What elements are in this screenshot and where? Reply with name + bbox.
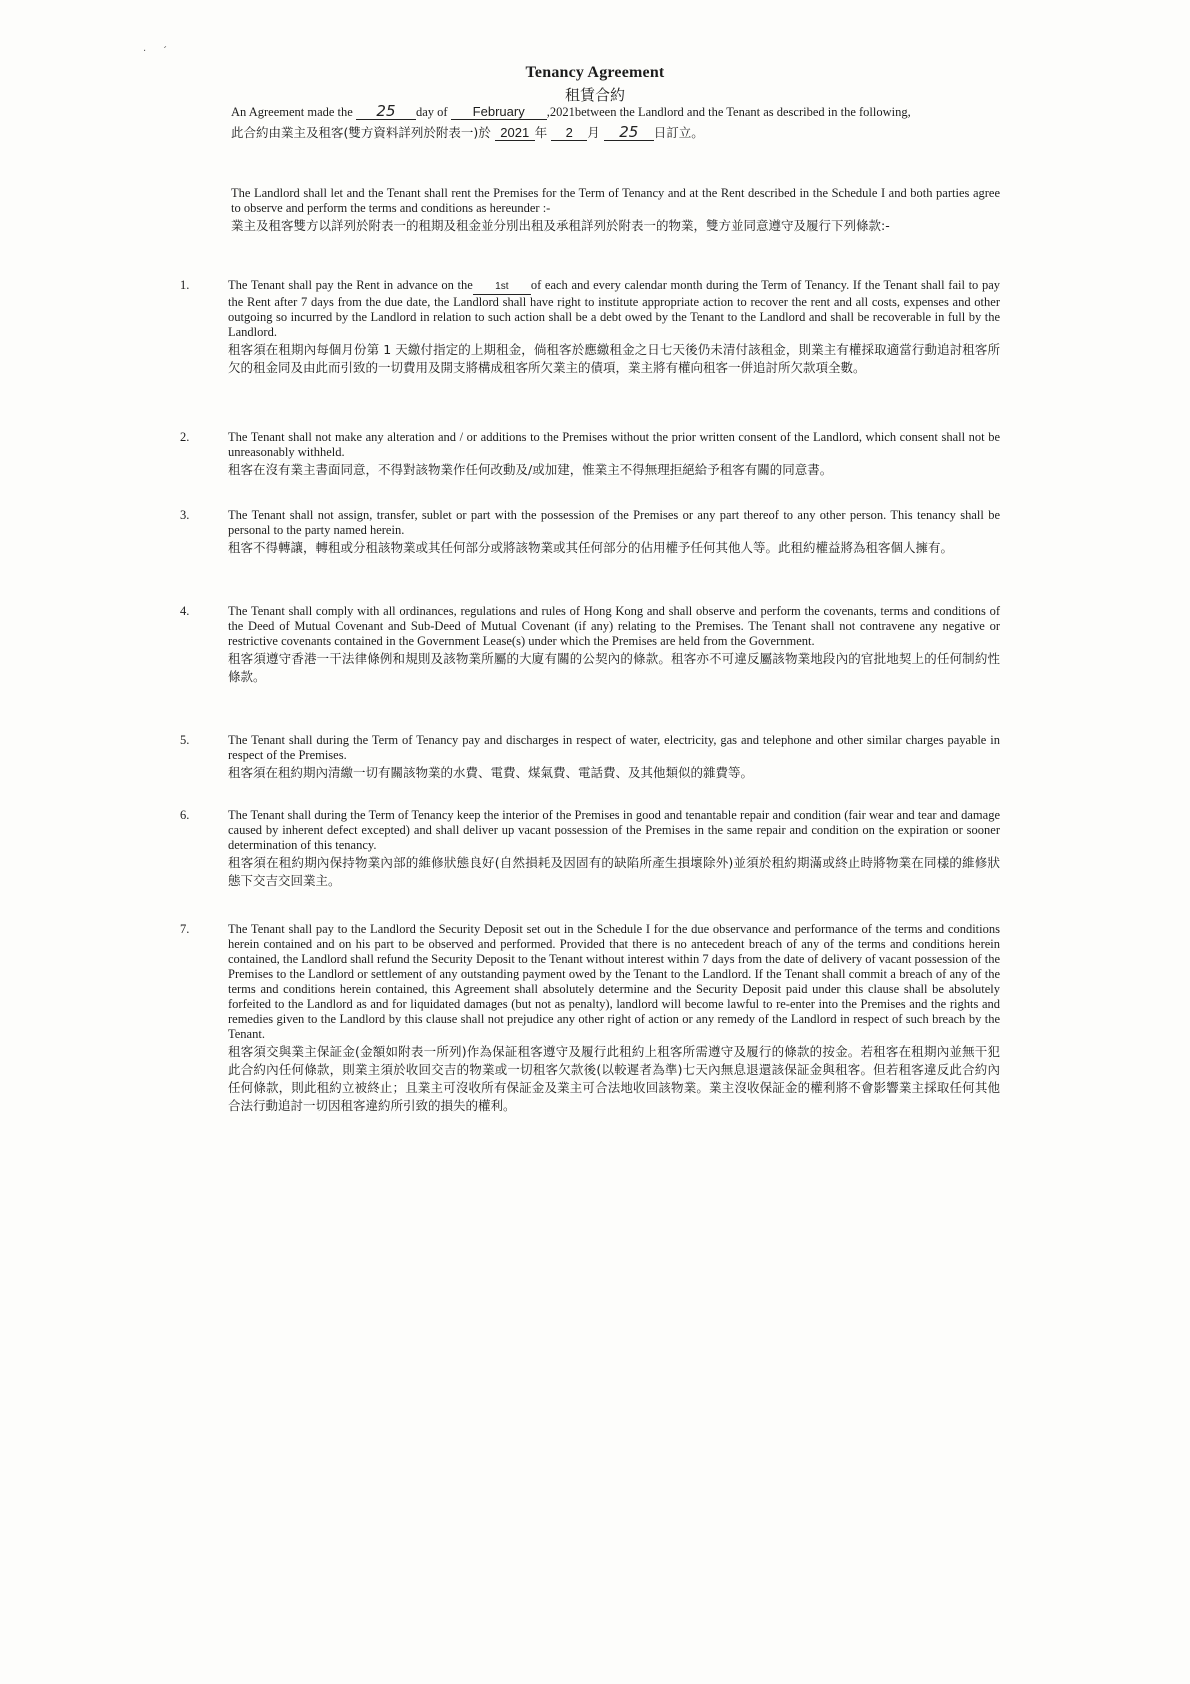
clause-1 xyxy=(180,278,1000,377)
zh-year-field xyxy=(495,126,535,141)
document-title-zh: 租賃合約 xyxy=(564,86,625,104)
preamble-en: The Landlord shall let and the Tenant shall rent the Premises for the Term of Tenancy and at the Rent described in the Schedule I and both parties agree to observe and perform the terms and conditions as hereunder :- xyxy=(231,186,1000,215)
clause-5-zh: 租客須在租約期內清繳一切有關該物業的水費、電費、煤氣費、電話費、及其他類似的雜費等。 xyxy=(228,765,754,780)
clause-2-en: The Tenant shall not make any alteration and / or additions to the Premises without the prior written consent of the Landlord, which consent shall not be unreasonably withheld. xyxy=(228,430,1000,459)
clause-4 xyxy=(180,604,1000,686)
preamble xyxy=(231,186,1000,235)
clause-2 xyxy=(180,430,1000,479)
intro-zh xyxy=(231,124,1000,142)
clause-3-body xyxy=(228,508,1000,557)
clause-3-number: 3. xyxy=(180,508,190,522)
clause-1-en-b: of each and every calendar month during the Term of Tenancy. If the Tenant shall fail to pay the Rent after 7 days from the due date, the Landlord shall have right to institute appropriate action to recover the rent and all costs, expenses and other outgoing so incurred by the Landlord in relation to such action shall be a debt owed by the Tenant to the Landlord and shall be recoverable in full by the Landlord. xyxy=(228,278,1000,339)
month-field xyxy=(451,105,547,120)
day-value: 25 xyxy=(376,102,396,120)
intro-text-1: An Agreement made the xyxy=(231,105,353,119)
intro-zh-text-1: 此合約由業主及租客(雙方資料詳列於附表一)於 xyxy=(231,125,491,140)
intro-zh-text-4: 日訂立。 xyxy=(653,125,704,140)
intro-zh-text-2: 年 xyxy=(534,125,548,140)
clause-4-en: The Tenant shall comply with all ordinances, regulations and rules of Hong Kong and shall observe and perform the covenants, terms and conditions of the Deed of Mutual Covenant and Sub-Deed of Mutual Covenant (if any) relating to the Premises. The Tenant shall not contravene any negative or restrictive covenants contained in the Government Lease(s) under which the Premises are held from the Government. xyxy=(228,604,1000,648)
clause-5-en: The Tenant shall during the Term of Tenancy pay and discharges in respect of water, electricity, gas and telephone and other similar charges payable in respect of the Premises. xyxy=(228,733,1000,762)
clause-5-number: 5. xyxy=(180,733,190,747)
clause-4-body xyxy=(228,604,1000,686)
zh-month-field xyxy=(551,126,587,141)
clause-5-body xyxy=(228,733,1000,782)
clause-2-zh: 租客在沒有業主書面同意，不得對該物業作任何改動及/或加建，惟業主不得無理拒絕給予租客有關的同意書。 xyxy=(228,462,833,477)
clause-5 xyxy=(180,733,1000,782)
clause-2-body xyxy=(228,430,1000,479)
intro-text-3: ,2021between the Landlord and the Tenant as described in the following, xyxy=(546,105,911,119)
clause-7-en: The Tenant shall pay to the Landlord the Security Deposit set out in the Schedule I for the due observance and performance of the terms and conditions herein contained and on his part to be observed and performed. Provided that there is no antecedent breach of any of the terms and conditions herein contained, the Landlord shall refund the Security Deposit to the Tenant without interest within 7 days from the date of delivery of vacant possession of the Premises to the Landlord or settlement of any outstanding payment owed by the Tenant to the Landlord. If the Tenant shall commit a breach of any of the terms and conditions herein contained, this Agreement shall absolutely determine and the Security Deposit paid under this clause shall be absolutely forfeited to the Landlord as and for liquidated damages (but not as penalty), landlord will become lawful to re-enter into the Premises and the rights and remedies given to the Landlord by this clause shall not prejudice any other right of action or any remedy of the Landlord in respect of such breach by the Tenant. xyxy=(228,922,1000,1041)
zh-year-value: 2021 xyxy=(500,125,530,140)
clause-1-en-a: The Tenant shall pay the Rent in advance on the xyxy=(228,278,473,292)
intro-paragraph xyxy=(231,104,1000,142)
scan-mark: · ´ xyxy=(143,46,168,57)
clause-7-number: 7. xyxy=(180,922,190,936)
zh-month-value: 2 xyxy=(565,125,573,140)
clause-2-number: 2. xyxy=(180,430,190,444)
zh-day-value: 25 xyxy=(619,123,639,141)
clause-1-number: 1. xyxy=(180,278,190,292)
clause-6-number: 6. xyxy=(180,808,190,822)
clause-6-zh: 租客須在租約期內保持物業內部的維修狀態良好(自然損耗及因固有的缺陷所產生損壞除外)並須於租約期滿或終止時將物業在同樣的維修狀態下交吉交回業主。 xyxy=(228,855,1000,888)
clause-6-en: The Tenant shall during the Term of Tenancy keep the interior of the Premises in good and tenantable repair and condition (fair wear and tear and damage caused by inherent defect excepted) and shall deliver up vacant possession of the Premises in the same repair and condition on the expiration or sooner determination of this tenancy. xyxy=(228,808,1000,852)
rent-day-value: 1st xyxy=(495,281,509,292)
intro-text-2: day of xyxy=(415,105,448,119)
day-field xyxy=(356,104,416,120)
clause-3-zh: 租客不得轉讓，轉租或分租該物業或其任何部分或將該物業或其任何部分的佔用權予任何其他人等。此租約權益將為租客個人擁有。 xyxy=(228,540,954,555)
clause-6 xyxy=(180,808,1000,890)
preamble-zh: 業主及租客雙方以詳列於附表一的租期及租金並分別出租及承租詳列於附表一的物業，雙方並同意遵守及履行下列條款:- xyxy=(231,218,890,233)
clause-3 xyxy=(180,508,1000,557)
clause-1-en xyxy=(228,278,1000,340)
intro-zh-text-3: 月 xyxy=(587,125,600,140)
clause-7-zh: 租客須交與業主保証金(金額如附表一所列)作為保証租客遵守及履行此租約上租客所需遵守及履行的條款的按金。若租客在租期內並無干犯此合約內任何條款，則業主須於收回交吉的物業或一切租客欠款後(以較遲者為準)七天內無息退還該保証金與租客。但若租客違反此合約內任何條款，則此租約立被終止；且業主可沒收所有保証金及業主可合法地收回該物業。業主沒收保証金的權利將不會影響業主採取任何其他合法行動追討一切因租客違約所引致的損失的權利。 xyxy=(228,1044,1000,1113)
clause-3-en: The Tenant shall not assign, transfer, sublet or part with the possession of the Premises or any part thereof to any other person. This tenancy shall be personal to the party named herein. xyxy=(228,508,1000,537)
intro-en xyxy=(231,104,1000,120)
clause-1-body xyxy=(228,278,1000,377)
month-value: February xyxy=(472,104,525,119)
zh-day-field xyxy=(604,125,654,141)
document-title: Tenancy Agreement xyxy=(525,64,665,81)
clause-1-zh: 租客須在租期內每個月份第 1 天繳付指定的上期租金，倘租客於應繳租金之日七天後仍未清付該租金，則業主有權採取適當行動追討租客所欠的租金同及由此而引致的一切費用及開支將構成租客所欠業主的債項，業主將有權向租客一併追討所欠款項全數。 xyxy=(228,342,1000,375)
clause-7 xyxy=(180,922,1000,1115)
clause-6-body xyxy=(228,808,1000,890)
rent-day-field xyxy=(473,280,531,295)
clause-7-body xyxy=(228,922,1000,1115)
clause-4-zh: 租客須遵守香港一干法律條例和規則及該物業所屬的大廈有關的公契內的條款。租客亦不可違反屬該物業地段內的官批地契上的任何制約性條款。 xyxy=(228,651,1000,684)
clause-4-number: 4. xyxy=(180,604,190,618)
